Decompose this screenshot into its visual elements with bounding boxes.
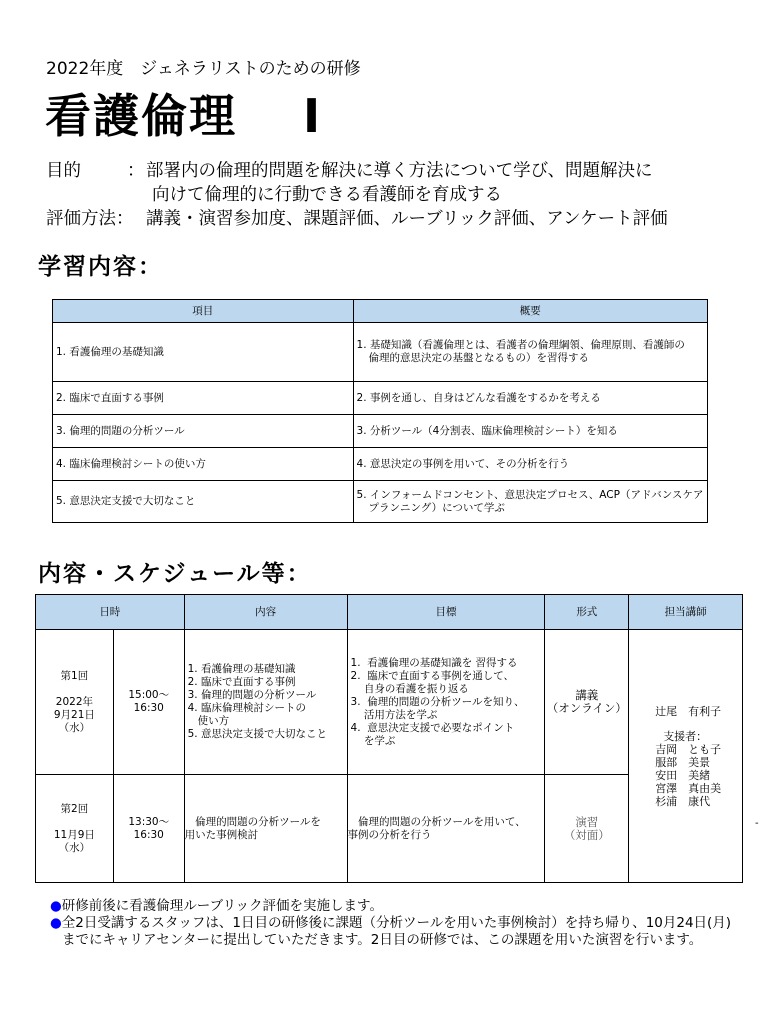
- main-instructor: 辻尾 有利子: [655, 704, 722, 718]
- subtitle: 2022年度 ジェネラリストのための研修: [46, 59, 361, 79]
- col-item-header: 項目: [53, 300, 354, 323]
- session1-format-mode: （オンライン）: [546, 701, 627, 715]
- item-cell: 2. 臨床で直面する事例: [53, 382, 354, 415]
- supporters-label: 支援者：: [663, 729, 708, 743]
- supporter: 吉岡 とも子: [655, 742, 722, 756]
- col-overview-header: 概要: [353, 300, 707, 323]
- session1-time-cell: [113, 630, 184, 775]
- session2-content-cell: [184, 775, 347, 883]
- session2-time-cell: [113, 775, 184, 883]
- overview-cell: 3. 分析ツール（4分割表、臨床倫理検討シート）を知る: [353, 415, 707, 448]
- goal-line: 3. 倫理的問題の分析ツールを知り、: [350, 695, 525, 708]
- overview-line: プランニング）について学ぶ: [368, 501, 505, 514]
- goal-line: 2. 臨床で直面する事例を通して、: [350, 669, 515, 682]
- overview-cell: [353, 481, 707, 523]
- overview-cell: 2. 事例を通し、自身はどんな看護をするかを考える: [353, 382, 707, 415]
- content-line: 4. 臨床倫理検討シートの: [187, 702, 306, 714]
- note-2: [50, 915, 731, 932]
- bullet-icon: ●: [50, 898, 62, 914]
- table-row: [53, 481, 708, 523]
- note-2-text: 全2日受講するスタッフは、1日目の研修後に課題（分析ツールを用いた事例検討）を持ち帰り、10月24日(月): [61, 915, 732, 931]
- item-cell: 1. 看護倫理の基礎知識: [53, 323, 354, 382]
- col-goal-header: 目標: [347, 595, 545, 630]
- col-format-header: 形式: [545, 595, 629, 630]
- session1-content-cell: [184, 630, 347, 775]
- table-row: [53, 415, 708, 448]
- col-datetime-header: 日時: [36, 595, 185, 630]
- col-content-header: 内容: [184, 595, 347, 630]
- content-line: 3. 倫理的問題の分析ツール: [187, 689, 317, 701]
- session2-time-start: 13:30～: [128, 815, 170, 828]
- session1-date: 9月21日: [53, 708, 95, 721]
- supporter: 服部 美景: [655, 755, 711, 769]
- session1-format: 講義: [575, 688, 599, 702]
- session2-date: 11月9日: [53, 828, 95, 841]
- overview-line: 倫理的意思決定の基盤となるもの）を習得する: [368, 352, 590, 364]
- session2-goal-cell: [347, 775, 545, 883]
- col-instructor-header: 担当講師: [629, 595, 743, 630]
- content-line: 使い方: [187, 715, 230, 727]
- content-line: 1. 看護倫理の基礎知識: [187, 663, 296, 675]
- session1-year: 2022年: [55, 695, 94, 708]
- content-line: 倫理的問題の分析ツールを: [184, 815, 321, 828]
- content-line: 用いた事例検討: [184, 828, 259, 841]
- goal-line: 自身の看護を振り返る: [350, 682, 469, 695]
- item-cell: 5. 意思決定支援で大切なこと: [53, 481, 354, 523]
- table-row: [53, 448, 708, 481]
- item-cell: 3. 倫理的問題の分析ツール: [53, 415, 354, 448]
- instructor-cell: [629, 630, 743, 883]
- note-2-continued: までにキャリアセンターに提出していただきます。2日目の研修では、この課題を用いた演習を行います。: [62, 932, 703, 948]
- stray-dash: -: [755, 818, 759, 829]
- session1-date-cell: [36, 630, 114, 775]
- learning-heading: 学習内容：: [38, 254, 163, 280]
- goal-line: 事例の分析を行う: [347, 828, 432, 841]
- goal-line: を学ぶ: [350, 734, 396, 747]
- session2-format-mode: （対面）: [563, 827, 610, 842]
- session1-time-start: 15:00～: [128, 689, 170, 701]
- page-title: 看護倫理 Ⅰ: [45, 89, 323, 143]
- note-1: [50, 898, 731, 915]
- purpose-line1: 部署内の倫理的問題を解決に導く方法について学び、問題解決に: [146, 161, 653, 181]
- supporter: 宮澤 真由美: [655, 781, 722, 795]
- schedule-heading: 内容・スケジュール等：: [38, 561, 312, 587]
- session1-time-end: 16:30: [133, 702, 164, 714]
- session2-dow: （水）: [58, 841, 91, 854]
- overview-line: 5. インフォームドコンセント、意思決定プロセス、ACP（アドバンスケア: [356, 488, 704, 501]
- session2-format: 演習: [575, 814, 599, 829]
- overview-cell: [353, 323, 707, 382]
- session1-dow: （水）: [58, 721, 91, 734]
- table-row: [36, 630, 743, 775]
- content-line: 2. 臨床で直面する事例: [187, 676, 296, 688]
- table-row: [53, 382, 708, 415]
- session1-format-cell: [545, 630, 629, 775]
- item-cell: 4. 臨床倫理検討シートの使い方: [53, 448, 354, 481]
- purpose-label: 目的: [46, 161, 81, 181]
- session1-goal-cell: [347, 630, 545, 775]
- goal-line: 倫理的問題の分析ツールを用いて、: [347, 815, 526, 828]
- table-row: [53, 323, 708, 382]
- session2-date-cell: [36, 775, 114, 883]
- supporter: 杉浦 康代: [655, 794, 711, 808]
- goal-line: 1. 看護倫理の基礎知識を 習得する: [350, 656, 518, 669]
- session2-time-end: 16:30: [133, 828, 164, 841]
- supporter: 安田 美緒: [655, 768, 711, 782]
- purpose-separator: ：: [127, 161, 145, 181]
- schedule-table: [35, 594, 743, 883]
- note-1-text: 研修前後に看護倫理ルーブリック評価を実施します。: [61, 898, 383, 914]
- goal-line: 4. 意思決定支援で必要なポイント: [350, 721, 515, 734]
- overview-line: 1. 基礎知識（看護倫理とは、看護者の倫理綱領、倫理原則、看護師の: [356, 339, 685, 351]
- notes: [50, 898, 731, 949]
- session2-format-cell: [545, 775, 629, 883]
- session1-number: 第1回: [60, 669, 89, 682]
- learning-table: [52, 299, 708, 523]
- overview-cell: 4. 意思決定の事例を用いて、その分析を行う: [353, 448, 707, 481]
- session2-number: 第2回: [60, 802, 89, 815]
- purpose-line2: 向けて倫理的に行動できる看護師を育成する: [152, 185, 502, 205]
- content-line: 5. 意思決定支援で大切なこと: [187, 728, 327, 740]
- evaluation-label: 評価方法：: [46, 209, 134, 229]
- bullet-icon: ●: [50, 915, 62, 931]
- goal-line: 活用方法を学ぶ: [350, 708, 438, 721]
- evaluation-text: 講義・演習参加度、課題評価、ルーブリック評価、アンケート評価: [146, 209, 668, 229]
